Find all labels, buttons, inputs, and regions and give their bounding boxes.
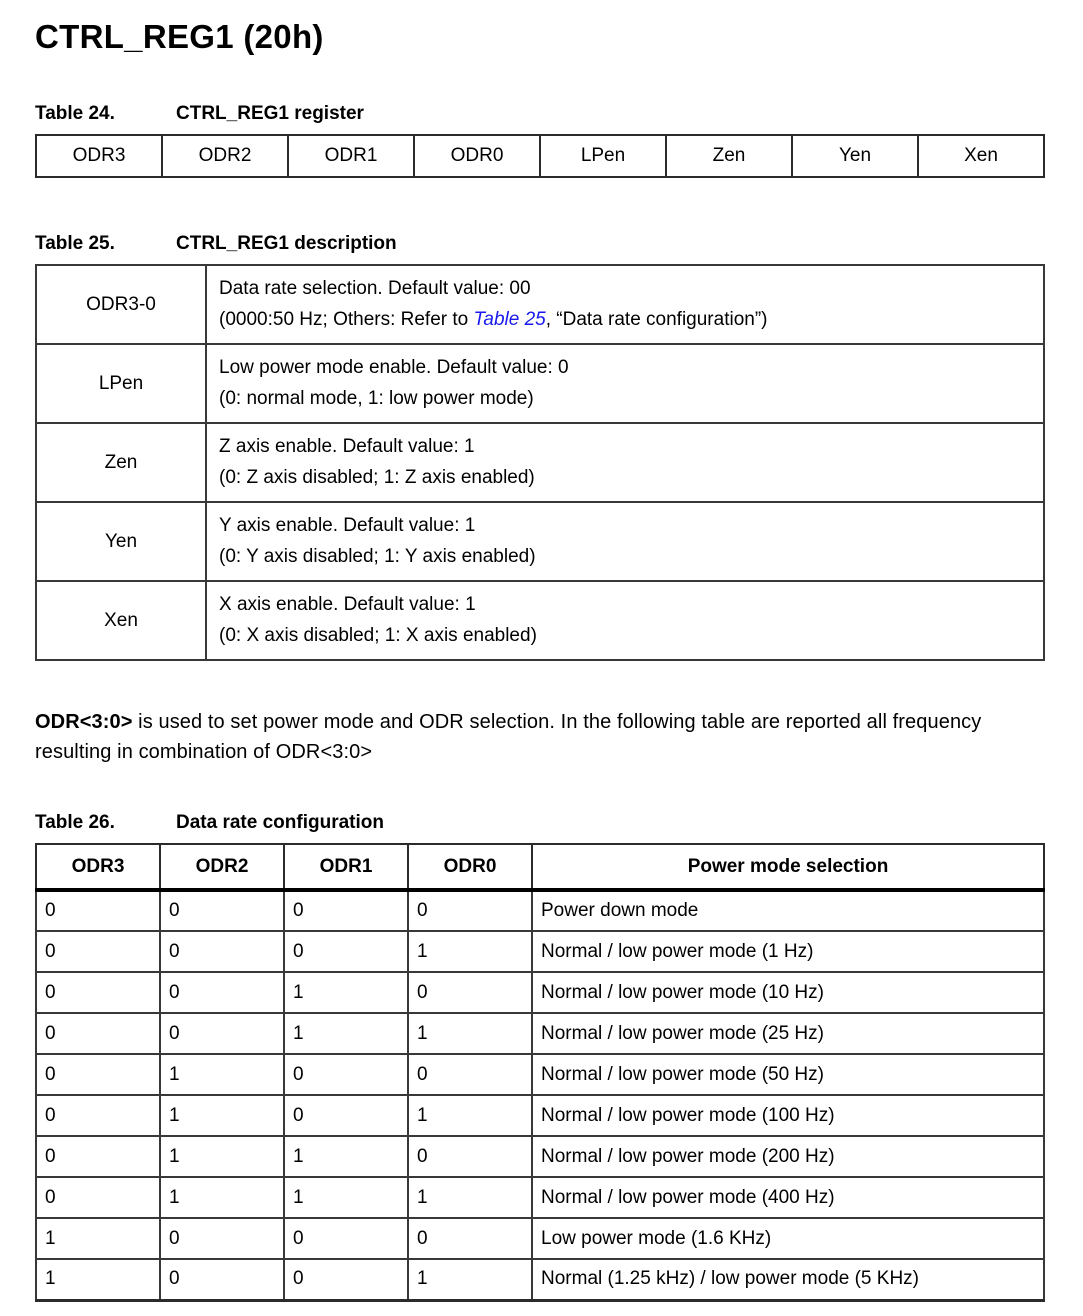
page-title: CTRL_REG1 (20h) (35, 18, 324, 55)
table-row (36, 423, 1044, 502)
cell-odr0: 1 (408, 1177, 532, 1218)
table-row (36, 1095, 1044, 1136)
register-bit-cell-lpen: LPen (540, 135, 666, 177)
cell-odr3: 0 (36, 890, 160, 931)
table-row (36, 1136, 1044, 1177)
bit-name-odr30: ODR3-0 (36, 265, 206, 344)
cell-odr1: 1 (284, 1013, 408, 1054)
table25-caption-title: CTRL_REG1 description (176, 233, 397, 254)
odr-paragraph-text: is used to set power mode and ODR selection. In the following table are reported all frequency resulting in combination of ODR<3:0> (35, 711, 982, 763)
cell-odr1: 0 (284, 1259, 408, 1300)
table-row (36, 1259, 1044, 1300)
cell-odr2: 0 (160, 1259, 284, 1300)
cell-odr0: 0 (408, 890, 532, 931)
register-description-table (35, 264, 1045, 661)
cell-odr1: 0 (284, 1054, 408, 1095)
table-row (36, 890, 1044, 931)
table-row (36, 344, 1044, 423)
cell-odr2: 0 (160, 890, 284, 931)
header-odr0: ODR0 (408, 844, 532, 890)
cell-odr1: 0 (284, 890, 408, 931)
register-bit-cell-zen: Zen (666, 135, 792, 177)
cell-odr0: 1 (408, 931, 532, 972)
cell-power-mode: Normal / low power mode (400 Hz) (532, 1177, 1044, 1218)
table-row (36, 1054, 1044, 1095)
table-row (36, 265, 1044, 344)
table-row (36, 502, 1044, 581)
cell-odr0: 0 (408, 972, 532, 1013)
cell-odr0: 0 (408, 1054, 532, 1095)
cell-odr0: 0 (408, 1218, 532, 1259)
cell-power-mode: Normal / low power mode (50 Hz) (532, 1054, 1044, 1095)
table25-caption (35, 233, 1045, 255)
cell-odr0: 0 (408, 1136, 532, 1177)
bit-desc-line1: Z axis enable. Default value: 1 (219, 436, 475, 457)
desc-text-pre: (0000:50 Hz; Others: Refer to (219, 309, 474, 330)
cell-odr0: 1 (408, 1259, 532, 1300)
table-row (36, 1013, 1044, 1054)
header-power-mode: Power mode selection (532, 844, 1044, 890)
bit-desc-line2: (0: Z axis disabled; 1: Z axis enabled) (219, 467, 535, 488)
cell-odr1: 1 (284, 1136, 408, 1177)
cell-odr1: 0 (284, 931, 408, 972)
bit-desc-line2: (0: X axis disabled; 1: X axis enabled) (219, 625, 537, 646)
cell-odr1: 0 (284, 1095, 408, 1136)
table-row (36, 581, 1044, 660)
odr-paragraph-bold: ODR<3:0> (35, 711, 133, 733)
cell-odr1: 1 (284, 1177, 408, 1218)
register-bit-cell-odr0: ODR0 (414, 135, 540, 177)
odr-paragraph (35, 707, 1045, 767)
cell-odr3: 0 (36, 931, 160, 972)
bit-desc-odr30 (206, 265, 1044, 344)
bit-desc-line2 (219, 304, 1031, 335)
cell-odr3: 1 (36, 1218, 160, 1259)
cell-power-mode: Low power mode (1.6 KHz) (532, 1218, 1044, 1259)
cell-odr3: 1 (36, 1259, 160, 1300)
desc-text-post: , “Data rate configuration”) (545, 309, 768, 330)
cell-odr2: 1 (160, 1177, 284, 1218)
bit-name-xen: Xen (36, 581, 206, 660)
bit-name-yen: Yen (36, 502, 206, 581)
table24-caption (35, 103, 1045, 125)
header-odr2: ODR2 (160, 844, 284, 890)
cell-power-mode: Power down mode (532, 890, 1044, 931)
cell-odr3: 0 (36, 972, 160, 1013)
table-header-row (36, 844, 1044, 890)
bit-desc-line1: Y axis enable. Default value: 1 (219, 515, 476, 536)
cell-power-mode: Normal / low power mode (1 Hz) (532, 931, 1044, 972)
cell-odr3: 0 (36, 1136, 160, 1177)
cell-odr0: 1 (408, 1095, 532, 1136)
cell-odr2: 0 (160, 972, 284, 1013)
cell-odr2: 0 (160, 1218, 284, 1259)
register-bit-cell-odr1: ODR1 (288, 135, 414, 177)
bit-desc-lpen (206, 344, 1044, 423)
register-bit-table (35, 134, 1045, 178)
header-odr3: ODR3 (36, 844, 160, 890)
table26-caption-label: Table 26. (35, 812, 115, 833)
cell-odr2: 0 (160, 1013, 284, 1054)
table-row (36, 972, 1044, 1013)
table26-caption (35, 812, 1045, 834)
bit-desc-line2: (0: normal mode, 1: low power mode) (219, 388, 534, 409)
cell-odr1: 0 (284, 1218, 408, 1259)
cell-power-mode: Normal / low power mode (25 Hz) (532, 1013, 1044, 1054)
bit-desc-line2: (0: Y axis disabled; 1: Y axis enabled) (219, 546, 536, 567)
cell-odr2: 1 (160, 1136, 284, 1177)
bit-desc-yen (206, 502, 1044, 581)
register-bit-cell-yen: Yen (792, 135, 918, 177)
cell-odr3: 0 (36, 1013, 160, 1054)
table24-caption-title: CTRL_REG1 register (176, 103, 364, 124)
header-odr1: ODR1 (284, 844, 408, 890)
bit-name-zen: Zen (36, 423, 206, 502)
bit-desc-line1: Data rate selection. Default value: 00 (219, 278, 531, 299)
cell-odr2: 1 (160, 1095, 284, 1136)
table25-caption-label: Table 25. (35, 233, 115, 254)
cell-power-mode: Normal / low power mode (100 Hz) (532, 1095, 1044, 1136)
table-row (36, 1177, 1044, 1218)
bit-desc-line1: X axis enable. Default value: 1 (219, 594, 476, 615)
cell-odr0: 1 (408, 1013, 532, 1054)
register-bit-row (36, 135, 1044, 177)
table26-caption-title: Data rate configuration (176, 812, 384, 833)
bit-desc-xen (206, 581, 1044, 660)
table-row (36, 1218, 1044, 1259)
table-row (36, 931, 1044, 972)
cell-odr2: 0 (160, 931, 284, 972)
bit-desc-zen (206, 423, 1044, 502)
cell-odr3: 0 (36, 1177, 160, 1218)
table24-caption-label: Table 24. (35, 103, 115, 124)
cell-power-mode: Normal (1.25 kHz) / low power mode (5 KHz) (532, 1259, 1044, 1300)
cell-odr2: 1 (160, 1054, 284, 1095)
register-bit-cell-odr3: ODR3 (36, 135, 162, 177)
cell-power-mode: Normal / low power mode (10 Hz) (532, 972, 1044, 1013)
cell-odr3: 0 (36, 1054, 160, 1095)
register-bit-cell-xen: Xen (918, 135, 1044, 177)
cell-odr1: 1 (284, 972, 408, 1013)
bit-name-lpen: LPen (36, 344, 206, 423)
bit-desc-line1: Low power mode enable. Default value: 0 (219, 357, 569, 378)
data-rate-configuration-table (35, 843, 1045, 1302)
cell-odr3: 0 (36, 1095, 160, 1136)
table25-crossref-link[interactable]: Table 25 (473, 309, 546, 330)
cell-power-mode: Normal / low power mode (200 Hz) (532, 1136, 1044, 1177)
register-bit-cell-odr2: ODR2 (162, 135, 288, 177)
